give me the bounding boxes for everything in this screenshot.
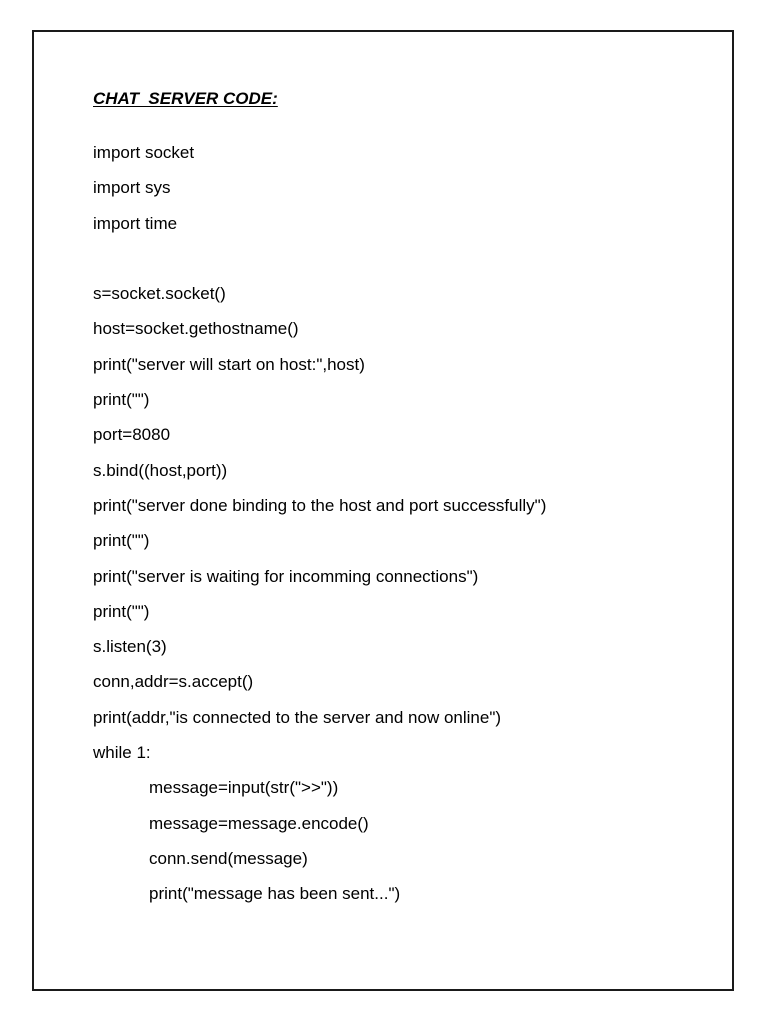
code-line: print(addr,"is connected to the server and now online") xyxy=(93,707,502,727)
code-line: import sys xyxy=(93,178,171,198)
code-line: while 1: xyxy=(93,743,151,763)
code-line-indented: message=input(str(">>")) xyxy=(149,778,339,798)
code-line: import time xyxy=(93,213,178,233)
code-line: print("server done binding to the host and port successfully") xyxy=(93,495,547,515)
code-line: host=socket.gethostname() xyxy=(93,319,299,339)
code-line: s.listen(3) xyxy=(93,637,167,657)
code-line-indented: message=message.encode() xyxy=(149,813,369,833)
code-line: s.bind((host,port)) xyxy=(93,460,228,480)
code-line: print("") xyxy=(93,601,150,621)
blank-line xyxy=(93,248,546,283)
code-line: s=socket.socket() xyxy=(93,284,226,304)
code-line: print("") xyxy=(93,531,150,551)
code-line: conn,addr=s.accept() xyxy=(93,672,254,692)
code-line-indented: print("message has been sent...") xyxy=(149,884,401,904)
code-line-indented: conn.send(message) xyxy=(149,848,308,868)
code-line: print("server will start on host:",host) xyxy=(93,354,365,374)
code-line: print("") xyxy=(93,390,150,410)
code-line: print("server is waiting for incomming connections") xyxy=(93,566,479,586)
code-line: port=8080 xyxy=(93,425,171,445)
code-line: import socket xyxy=(93,143,195,162)
code-listing xyxy=(93,142,546,919)
document-heading: CHAT SERVER CODE: xyxy=(93,89,278,108)
